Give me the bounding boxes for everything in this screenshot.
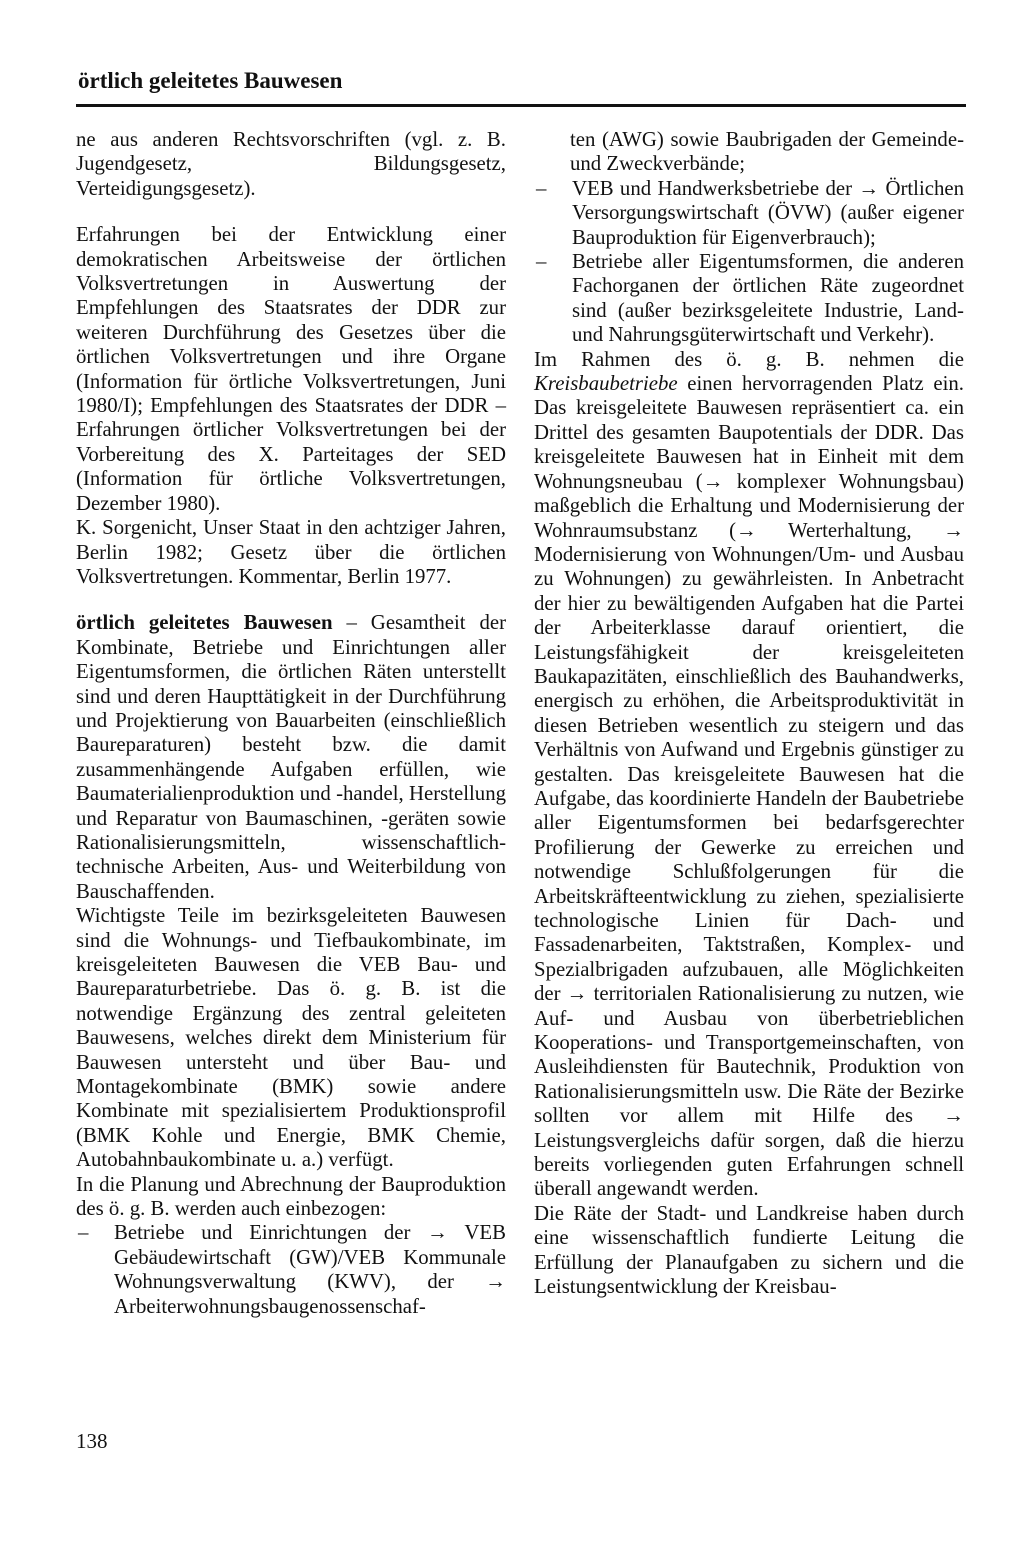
bullet-dash: – <box>536 176 547 200</box>
paragraph-planning: In die Planung und Abrechnung der Bauproduktion des ö. g. B. werden auch einbezogen: <box>76 1172 506 1221</box>
list-item <box>76 1221 506 1319</box>
paragraph-literature-2: K. Sorgenicht, Unser Staat in den achtziger Jahren, Berlin 1982; Gesetz über die örtlichen Volksvertretungen. Kommentar, Berlin 1977. <box>76 516 506 588</box>
entry-term: örtlich geleitetes Bauwesen <box>76 611 333 635</box>
paragraph-body: einen hervorragenden Platz ein. Das kreisgeleitete Bauwesen repräsentiert ca. ein Drittel des gesamten Baupotentials der DDR. Das kreisgeleitete Bauwesen hat in Einheit mit dem Wohnungsneubau (→ komplexer Wohnungsbau) maßgeblich die Erhaltung und Modernisierung der Wohnraumsubstanz (→ Werterhaltung, → Modernisierung von Wohnungen/Um- und Ausbau zu Wohnungen) zu gewährleisten. In Anbetracht der hier zu bewältigenden Aufgaben hat die Partei der Arbeiterklasse darauf orientiert, die Leistungsfähigkeit der kreisgeleiteten Baukapazitäten, einschließlich des Bauhandwerks, energisch zu erhöhen, die Arbeitsproduktivität in diesen Betrieben wesentlich zu steigern und das Verhältnis von Aufwand und Ergebnis günstiger zu gestalten. Das kreisgeleitete Bauwesen hat die Aufgabe, das koordinierte Handeln der Baubetriebe aller Eigentumsformen bei bedarfsgerechter Profilierung der Gewerke zu erreichen und notwendige Schlußfolgerungen für die Arbeitskräfteentwicklung zu ziehen, spezialisierte technologische Linien für Dach- und Fassadenarbeiten, Taktstraßen, Komplex- und Spezialbrigaden aufzubauen, alle Möglichkeiten der → territorialen Rationalisierung zu nutzen, wie Auf- und Ausbau von überbetrieblichen Kooperations- und Transportgemeinschaften, von Ausleihdiensten für Bautechnik, Produktion von Rationalisierungsmitteln usw. Die Räte der Bezirke sollten vor allem mit Hilfe des → Leistungsvergleichs dafür sorgen, daß die hierzu bereits vorliegenden guten Erfahrungen schnell überall angewandt werden. <box>534 372 964 1201</box>
page-header <box>76 66 966 107</box>
page-number: 138 <box>76 1429 108 1453</box>
entry-paragraph <box>76 611 506 904</box>
bullet-continuation: ten (AWG) sowie Baubrigaden der Gemeinde- und Zweckverbände; <box>570 128 964 176</box>
header-rule <box>76 104 966 107</box>
bullet-text: VEB und Handwerksbetriebe der → Örtlichen Versorgungswirtschaft (ÖVW) (außer eigener Bauproduktion für Eigenverbrauch); <box>572 176 964 249</box>
paragraph-continuation: ne aus anderen Rechtsvorschriften (vgl. z. B. Jugendgesetz, Bildungsgesetz, Verteidigungsgesetz). <box>76 128 506 200</box>
paragraph-start: Im Rahmen des ö. g. B. nehmen die <box>534 347 964 371</box>
bullet-dash: – <box>78 1221 89 1245</box>
list-item <box>534 250 964 348</box>
italic-term: Kreisbaubetriebe <box>534 372 678 396</box>
entry-definition: – Gesamtheit der Kombinate, Betriebe und Einrichtungen aller Eigentumsformen, die örtlichen Räten unterstellt sind und deren Haupttätigkeit in der Durchführung und Projektierung von Bauarbeiten (einschließlich Baureparaturen) besteht bzw. die damit zusammenhängende Aufgaben erfüllen, wie Baumaterialienproduktion und -handel, Herstellung und Reparatur von Baumaschinen, -geräten sowie Rationalisierungsmitteln, wissenschaftlich-technische Arbeiten, Aus- und Weiterbildung von Bauschaffenden. <box>76 611 507 903</box>
bullet-text: Betriebe aller Eigentumsformen, die anderen Fachorganen der örtlichen Räte zugeordnet sind (außer bezirksgeleitete Industrie, Land- und Nahrungsgüterwirtschaft und Verkehr). <box>572 250 964 347</box>
paragraph-raete: Die Räte der Stadt- und Landkreise haben durch eine wissenschaftlich fundierte Leitung die Erfüllung der Planaufgaben zu sichern und die Leistungsentwicklung der Kreisbau- <box>534 1201 964 1299</box>
right-column <box>534 128 964 1300</box>
running-head-title: örtlich geleitetes Bauwesen <box>78 68 343 93</box>
bullet-text: Betriebe und Einrichtungen der → VEB Gebäudewirtschaft (GW)/VEB Kommunale Wohnungsverwaltung (KWV), der → Arbeiterwohnungsbaugenossenschaf- <box>114 1221 506 1318</box>
bullet-dash: – <box>536 250 547 274</box>
list-item <box>534 177 964 250</box>
paragraph-kreisbaubetriebe <box>534 348 964 1202</box>
left-column <box>76 128 506 1319</box>
paragraph-literature-1: Erfahrungen bei der Entwicklung einer demokratischen Arbeitsweise der örtlichen Volksvertretungen in Auswertung der Empfehlungen des Staatsrates der DDR zur weiteren Durchführung des Gesetzes über die örtlichen Volksvertretungen und ihre Organe (Information für örtliche Volksvertretungen, Juni 1980/I); Empfehlungen des Staatsrates der DDR – Erfahrungen örtlicher Volksvertretungen bei der Vorbereitung des X. Parteitages der SED (Information für örtliche Volksvertretungen, Dezember 1980). <box>76 223 506 515</box>
paragraph-components: Wichtigste Teile im bezirksgeleiteten Bauwesen sind die Wohnungs- und Tiefbaukombinate, im kreisgeleiteten Bauwesen die VEB Bau- und Baureparaturbetriebe. Das ö. g. B. ist die notwendige Ergänzung des zentral geleiteten Bauwesens, welches direkt dem Ministerium für Bauwesen untersteht und über Bau- und Montagekombinate (BMK) sowie andere Kombinate mit spezialisiertem Produktionsprofil (BMK Kohle und Energie, BMK Chemie, Autobahnbaukombinate u. a.) verfügt. <box>76 904 506 1172</box>
